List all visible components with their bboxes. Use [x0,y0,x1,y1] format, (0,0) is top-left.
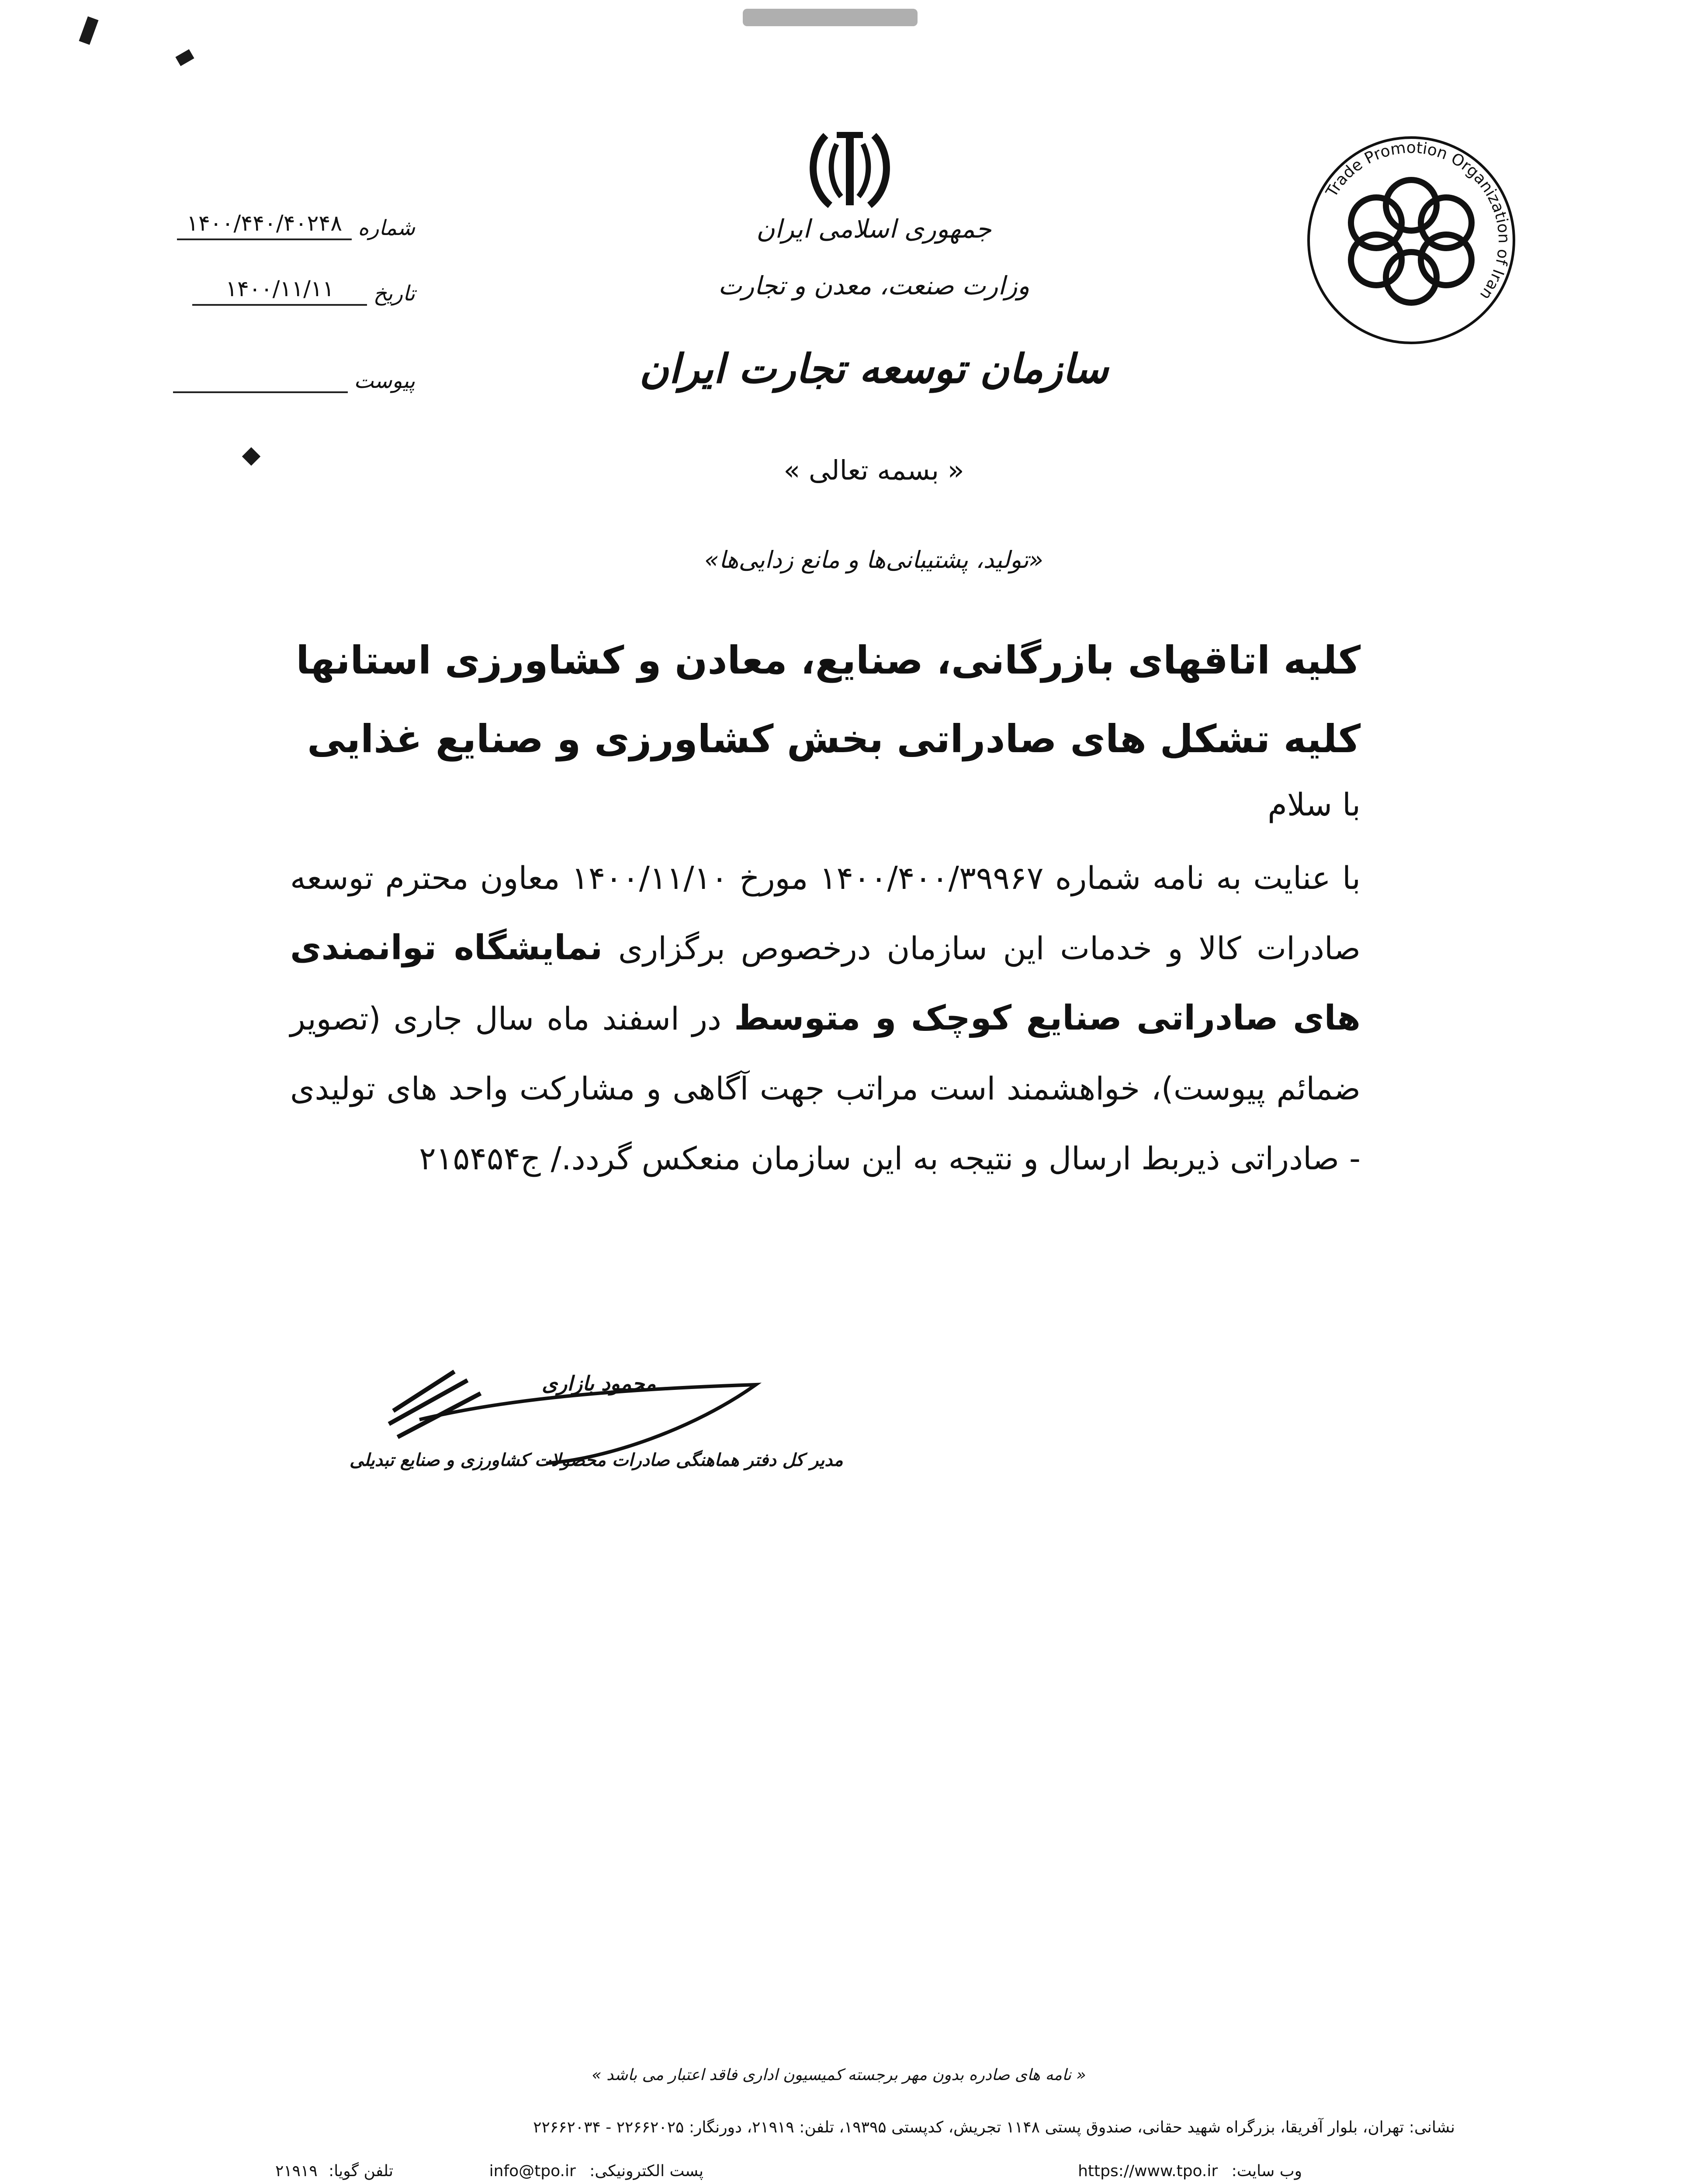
footer-phone-value: ۲۱۹۱۹ [275,2162,318,2180]
invocation: « بسمه تعالی » [783,454,964,486]
tpo-logo-seal-icon [1302,131,1520,349]
slogan: «تولید، پشتیبانی‌ها و مانع زدایی‌ها» [704,546,1043,574]
footer-note: « نامه های صادره بدون مهر برجسته کمیسیون اداری فاقد اعتبار می باشد » [592,2066,1086,2084]
body-paragraph [290,843,1361,1193]
greeting: با سلام [1268,786,1361,823]
scan-mark [175,49,194,66]
signer-title: مدیر کل دفتر هماهنگی صادرات محصولات کشاورزی و صنایع تبدیلی [350,1450,843,1470]
footer-email [419,2162,703,2180]
body-part-1: با عنایت به نامه شماره ۱۴۰۰/۴۰۰/۳۹۹۶۷ مورخ ۱۴۰۰/۱۱/۱۰ معاون محترم توسعه صادرات کالا و خدمات این سازمان درخصوص برگزاری [290,860,1361,967]
reference-attachment [153,358,415,393]
footer-phone [210,2162,393,2180]
reference-attachment-label: پیوست [354,369,415,393]
footer-website-label: وب سایت: [1231,2162,1302,2180]
reference-number-label: شماره [358,216,415,240]
body-highlight: نمایشگاه توانمندی های صادراتی صنایع کوچک و متوسط [290,928,1361,1038]
footer-phone-label: تلفن گویا: [329,2162,393,2180]
recipient-2: کلیه تشکل های صادراتی بخش کشاورزی و صنایع غذایی [307,716,1361,761]
footer-address: نشانی: تهران، بلوار آفریقا، بزرگراه شهید حقانی، صندوق پستی ۱۱۴۸ تجریش، کدپستی ۱۹۳۹۵، تلفن: ۲۱۹۱۹، دورنگار: ۲۲۶۶۲۰۲۵ - ۲۲۶۶۲۰۳۴ [533,2118,1455,2136]
scan-mark [79,16,99,45]
reference-date-value: ۱۴۰۰/۱۱/۱۱ [192,276,367,306]
organization-name: سازمان توسعه تجارت ایران [639,345,1108,392]
republic-name: جمهوری اسلامی ایران [756,214,992,244]
signer-name: محمود بازاری [542,1372,656,1395]
reference-number-value: ۱۴۰۰/۴۴۰/۴۰۲۴۸ [177,211,352,240]
reference-date-label: تاریخ [373,281,415,306]
footer-email-link[interactable]: info@tpo.ir [489,2162,576,2180]
recipient-1: کلیه اتاقهای بازرگانی، صنایع، معادن و کشاورزی استانها [296,638,1361,683]
body-part-2: در اسفند ماه سال جاری (تصویر ضمائم پیوست)، خواهشمند است مراتب جهت آگاهی و مشارکت واحد های تولیدی - صادراتی ذیربط ارسال و نتیجه به این سازمان منعکس گردد./ ج۲۱۵۴۵۴ [290,1000,1361,1177]
reference-attachment-value [173,389,348,393]
reference-number [153,205,415,240]
footer-email-label: پست الکترونیکی: [589,2162,703,2180]
scan-mark [242,447,260,466]
iran-emblem-icon [800,127,900,214]
footer-website-link[interactable]: https://www.tpo.ir [1078,2162,1218,2180]
reference-date [153,271,415,306]
footer-website [996,2162,1302,2180]
ministry-name: وزارت صنعت، معدن و تجارت [718,271,1030,301]
seal-text: Trade Promotion Organization of Iran [1323,138,1513,304]
scan-mark [743,9,918,26]
